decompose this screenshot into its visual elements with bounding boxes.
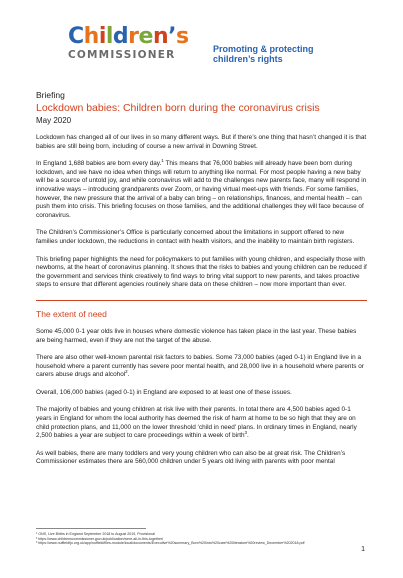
- logo-letter: C: [68, 24, 84, 49]
- footnote-ref-2[interactable]: 2: [125, 369, 128, 375]
- footnote-ref-1[interactable]: 1: [161, 158, 164, 164]
- logo-subtitle: COMMISSIONER: [68, 49, 176, 61]
- footnote-ref-3[interactable]: 3: [244, 430, 248, 436]
- section-paragraph-1: Some 45,000 0-1 year olds live in houses where domestic violence has taken place in the last year. These babies are being harmed, even if they are not the target of the abuse.: [36, 327, 357, 344]
- logo-letter: d: [112, 24, 129, 49]
- intro-paragraph-2-text-b: This means that 76,000 babies will already have been born during lockdown, and we have no idea when things will return to anything like normal. For most people having a new baby will be a source of untold joy, and while coronavirus will add to the challenges new parents face, many will respond in innovative ways – introducing grandparents over Zoom, or having virtual meet-ups with friends. For some families, however, the new pressure that the arrival of a baby can bring – on relationships, finances, and mental health – can push them into crisis. This briefing focuses on those families, and the additional challenges they will face because of coronavirus.: [36, 160, 367, 219]
- section-paragraph-5: As well babies, there are many toddlers and very young children who can also be at great risk. The Children’s Commissioner estimates there are 560,000 children under 5 years old living with parents with poor mental: [36, 449, 346, 466]
- footnote-1: ¹ ONS, Live Births in England September 2018 to August 2019, Provisional: [36, 532, 155, 536]
- document-date: May 2020: [36, 116, 72, 125]
- logo-letter: r: [128, 24, 139, 49]
- logo-letter: h: [83, 24, 99, 49]
- logo-letter: i: [98, 24, 106, 49]
- page-header: [36, 0, 367, 74]
- section-heading: The extent of need: [36, 308, 107, 319]
- footnotes: [36, 528, 305, 546]
- tagline: [213, 44, 333, 64]
- intro-paragraph-2-text-a: In England 1,688 babies are born every day.: [36, 160, 162, 168]
- intro-paragraph-2: [36, 160, 367, 220]
- section-paragraph-2: [36, 354, 367, 380]
- document-title: Lockdown babies: Children born during the coronavirus crisis: [36, 102, 320, 114]
- section-divider: [36, 300, 367, 301]
- section-paragraph-2-text-b: .: [127, 371, 130, 379]
- logo-letter: n: [152, 24, 169, 49]
- intro-paragraph-4: This briefing paper highlights the need for policymakers to put families with young children, and especially those with newborns, at the heart of coronavirus planning. It shows that the risks to babies and young children can be reduced if the government and services think creatively to find ways to bring vital support to new parents, and takes proactive steps to ensure that different agencies routinely share data on these children – now more important than ever.: [36, 255, 367, 289]
- footnote-2-link[interactable]: ² https://www.childrenscommissioner.gov.uk/publication/were-all-in-this-together/: [36, 536, 164, 541]
- intro-paragraph-3: The Children’s Commissioner’s Office is particularly concerned about the limitations in support offered to new families under lockdown, the reductions in contact with health visitors, and the inability to maintain birth registers.: [36, 229, 355, 245]
- document-kicker: Briefing: [36, 90, 65, 100]
- footnote-3-link[interactable]: ³ https://www.nuffieldfjo.org.uk/app/nuffield/files-module/local/documents/Executive%20summary_Born%20into%20care%20literature%20review_December%202018.pdf: [36, 541, 305, 546]
- logo-letter: ’: [168, 24, 176, 49]
- childrens-commissioner-logo: [68, 26, 208, 61]
- logo-letter: l: [105, 24, 113, 49]
- page-number: 1: [361, 546, 365, 553]
- tagline-line-1: Promoting & protecting: [213, 44, 314, 54]
- section-paragraph-4-text-b: .: [247, 432, 249, 440]
- section-paragraph-4: [36, 406, 367, 440]
- logo-letter: s: [175, 24, 189, 49]
- section-paragraph-4-text-a: The majority of babies and young children at risk live with their parents. In total there are 4,500 babies aged 0-1 years in England for whom the local authority has deemed the risk of harm at home to be so high that they are on child protection plans, and 11,000 on the lower threshold ‘child in need’ plans. In ordinary times in England, nearly 2,500 babies a year are subject to care proceedings within a week of birth: [36, 406, 357, 440]
- logo-wordmark: [68, 26, 208, 48]
- logo-letter: e: [138, 24, 153, 49]
- section-paragraph-3: Overall, 106,000 babies (aged 0-1) in England are exposed to at least one of these issues.: [36, 388, 292, 396]
- section-paragraph-2-text-a: There are also other well-known parental risk factors to babies. Some 73,000 babies (aged 0-1) in England live in a household where a parent currently has severe poor mental health, and 28,000 live in a household where parents or carers abuse drugs and alcohol: [36, 354, 364, 379]
- tagline-line-2: children’s rights: [213, 54, 283, 64]
- intro-paragraph-1: Lockdown has changed all of our lives in so many different ways. But if there’s one thing that hasn’t changed it is that babies are still being born, including of course a new arrival in Downing Street.: [36, 134, 367, 150]
